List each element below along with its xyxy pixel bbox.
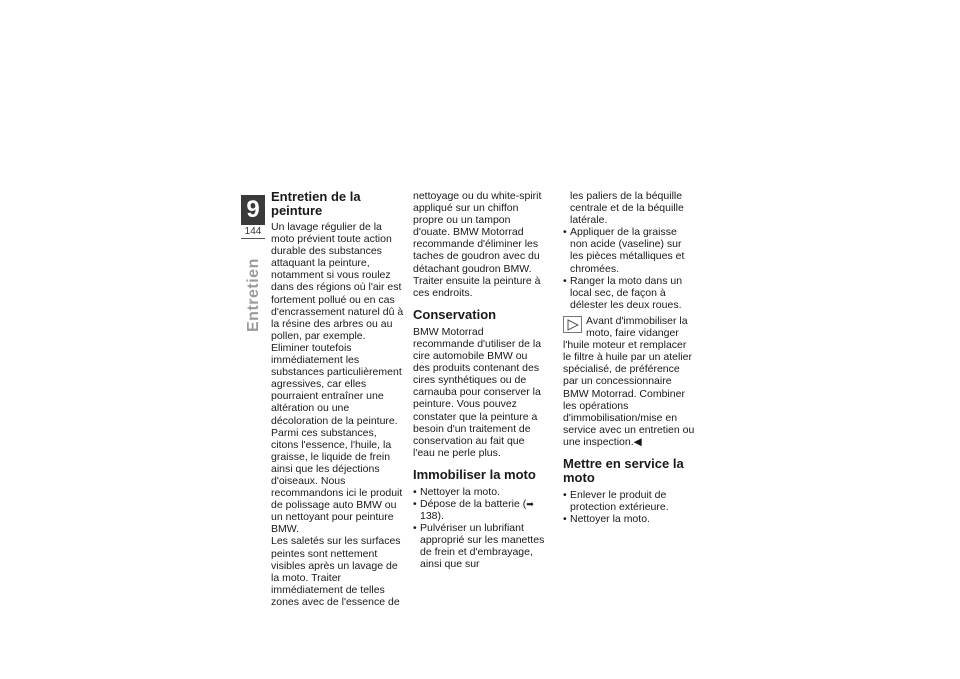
page-number-divider	[241, 238, 265, 239]
column-2	[413, 190, 547, 571]
note-text: Avant d'immobiliser la moto, faire vidanger l'huile moteur et remplacer le filtre à huile par un atelier spécialisé, de préférence par un concessionnaire BMW Motorrad. Combiner les opérations d'immobilisation/mise en service avec un entretien ou une inspection.	[563, 314, 695, 448]
note-block	[563, 315, 697, 448]
heading-paint-care: Entretien de la peinture	[271, 189, 361, 218]
paragraph-paint-continued: nettoyage ou du white-spirit appliqué sur un chiffon propre ou un tampon d'ouate. BMW Motorrad recommande d'éliminer les taches de goudron avec du détachant goudron BMW. Traiter ensuite la peinture à ces endroits.	[413, 190, 542, 299]
list-item: • Nettoyer la moto.	[413, 486, 547, 498]
column-3	[563, 190, 697, 525]
heading-immobilize: Immobiliser la moto	[413, 466, 536, 482]
list-item: • Dépose de la batterie (➡ 138).	[413, 498, 547, 522]
list-immobilize-2	[563, 226, 697, 311]
end-marker-icon: ◀	[633, 435, 642, 448]
list-item: les paliers de la béquille centrale et de la béquille latérale.	[570, 190, 684, 227]
heading-conservation: Conservation	[413, 306, 497, 322]
page-reference-arrow-icon: ➡	[526, 498, 534, 509]
chapter-side-label: Entretien	[245, 258, 262, 332]
heading-recommission: Mettre en service la moto	[563, 455, 684, 485]
list-item: • Enlever le produit de protection extérieure.	[563, 489, 697, 513]
paragraph-paint-care: Un lavage régulier de la moto prévient toute action durable des substances attaquant la peinture, notamment si vous roulez dans des régions où l'air est fortement pollué ou en cas d'encrassement naturel dû à la résine des arbres ou au pollen, par exemple. Eliminer toutefois immédiatement les substances particulièrement agressives, car elles pourraient entraîner une altération ou une décoloration de la peinture. Parmi ces substances, citons l'essence, l'huile, la graisse, le liquide de frein ainsi que les déjections d'oiseaux. Nous recommandons ici le produit de polissage auto BMW ou un nettoyant pour peinture BMW.	[271, 221, 404, 536]
list-item: • Appliquer de la graisse non acide (vaseline) sur les pièces métalliques et chromées.	[563, 226, 697, 274]
paragraph-paint-stains: Les saletés sur les surfaces peintes sont nettement visibles après un lavage de la moto. Traiter immédiatement de telles zones avec de l'essence de	[271, 535, 401, 608]
chapter-number: 9	[246, 196, 260, 223]
list-item: • Ranger la moto dans un local sec, de façon à délester les deux roues.	[563, 275, 697, 311]
chapter-tab	[241, 195, 265, 225]
list-recommission	[563, 489, 697, 525]
list-immobilize	[413, 486, 547, 571]
note-triangle-icon	[563, 316, 582, 333]
list-immobilize-continued	[563, 190, 697, 226]
list-item: • Nettoyer la moto.	[563, 513, 697, 525]
page-number: 144	[244, 226, 262, 237]
column-1	[271, 190, 405, 608]
paragraph-conservation: BMW Motorrad recommande d'utiliser de la cire automobile BMW ou des produits contenant des cires synthétiques ou de carnauba pour conserver la peinture. Vous pouvez constater que la peinture a besoin d'un traitement de conservation au fait que l'eau ne perle plus.	[413, 325, 542, 459]
list-item: • Pulvériser un lubrifiant approprié sur les manettes de frein et d'embrayage, ainsi que sur	[413, 522, 547, 570]
page-reference-link[interactable]: 138	[420, 510, 438, 523]
